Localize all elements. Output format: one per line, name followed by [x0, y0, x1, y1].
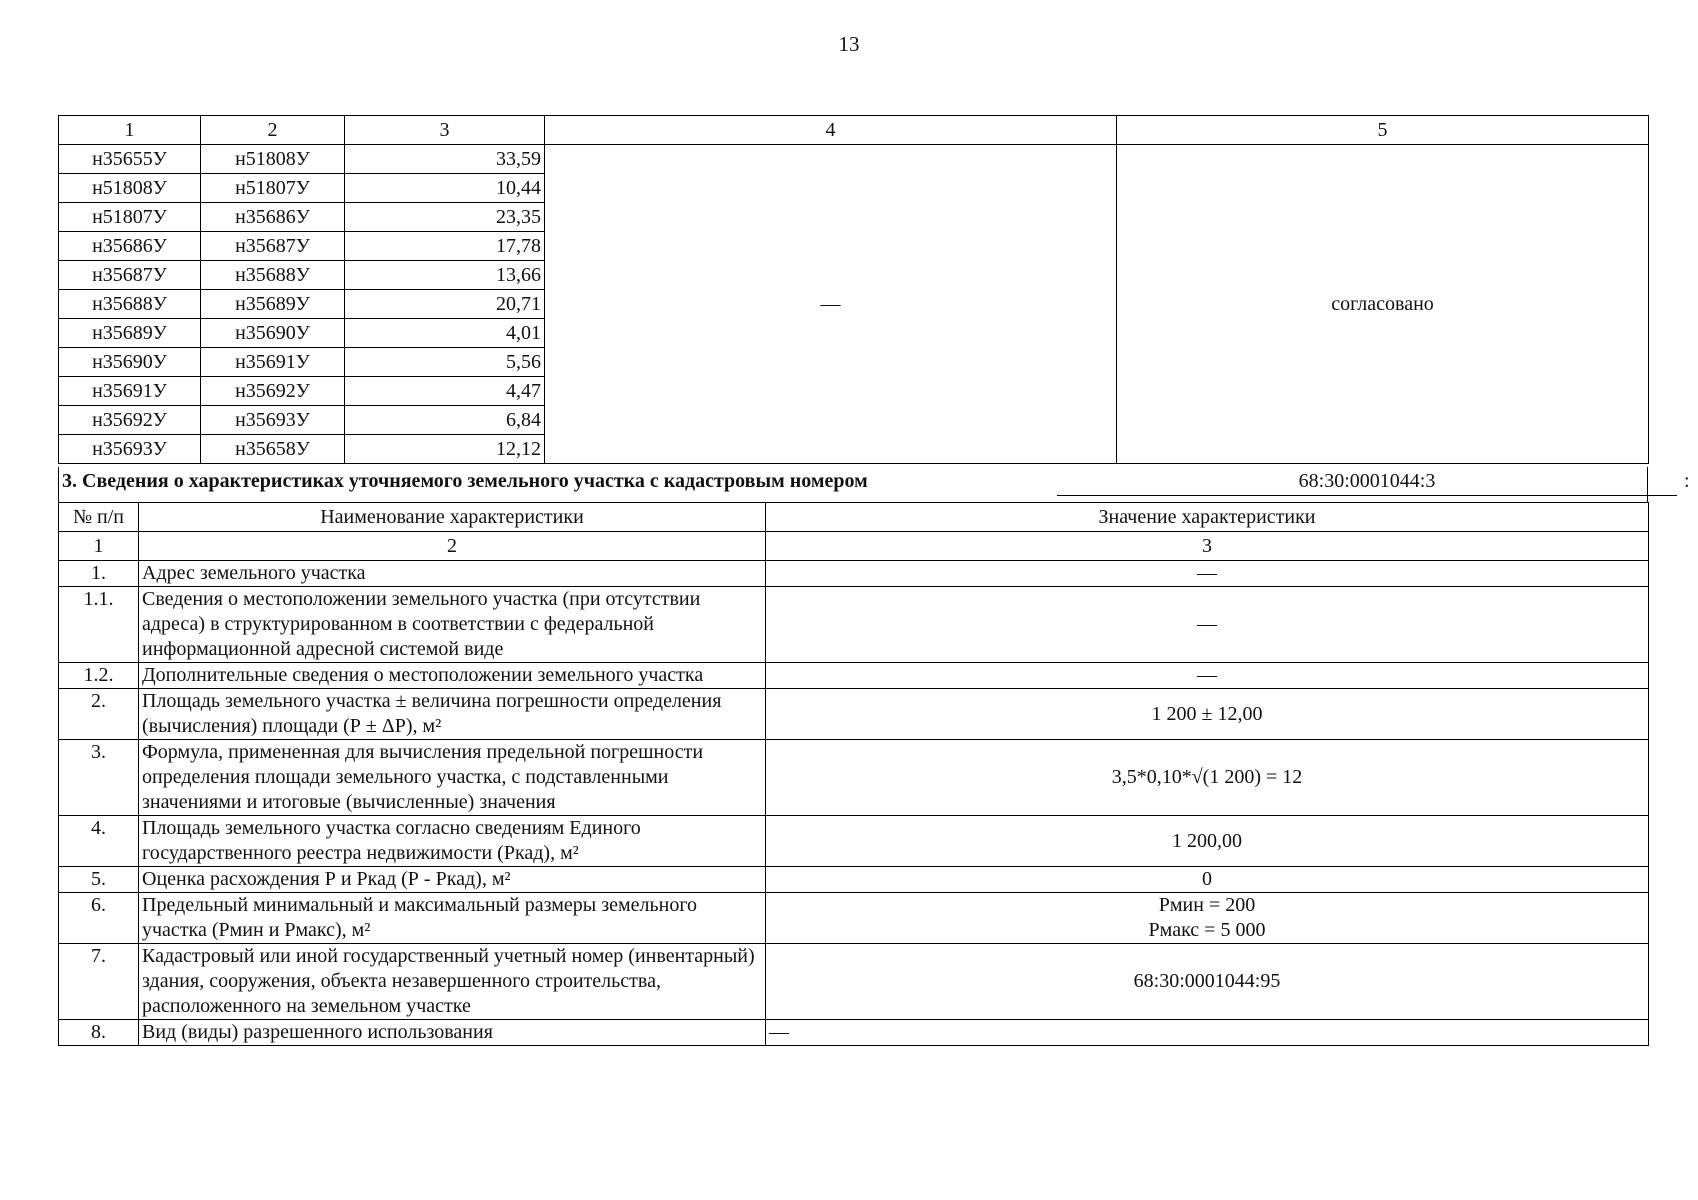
col-header-1: 1: [59, 116, 201, 145]
characteristic-row: [59, 816, 1649, 867]
col-header-4: 4: [545, 116, 1117, 145]
segment-row: [59, 145, 1649, 174]
header-number: № п/п: [59, 503, 139, 532]
row-number: 8.: [59, 1020, 139, 1046]
characteristic-value: —: [766, 663, 1649, 689]
characteristic-value: —: [766, 587, 1649, 663]
point-to: н35693У: [201, 406, 345, 435]
point-from: н35693У: [59, 435, 201, 464]
value-line-2: Рмакс = 5 000: [1148, 919, 1266, 941]
colon: :: [1684, 470, 1690, 492]
characteristic-value: [766, 893, 1649, 944]
char-colnum-row: [59, 532, 1649, 561]
header-value: Значение характеристики: [766, 503, 1649, 532]
point-from: н51807У: [59, 203, 201, 232]
point-from: н35688У: [59, 290, 201, 319]
section-title: 3. Сведения о характеристиках уточняемого земельного участка с кадастровым номером: [62, 470, 868, 492]
point-to: н35692У: [201, 377, 345, 406]
point-to: н35690У: [201, 319, 345, 348]
segment-length: 17,78: [345, 232, 545, 261]
characteristic-value: —: [766, 1020, 1649, 1046]
characteristic-row: [59, 689, 1649, 740]
segment-length: 20,71: [345, 290, 545, 319]
segments-header-row: [59, 116, 1649, 145]
characteristic-row: [59, 561, 1649, 587]
characteristic-name: Сведения о местоположении земельного участка (при отсутствии адреса) в структурированном в соответствии с федеральной информационной адресной системой виде: [139, 587, 766, 663]
row-number: 1.: [59, 561, 139, 587]
row-number: 5.: [59, 867, 139, 893]
characteristic-value: 0: [766, 867, 1649, 893]
segment-length: 13,66: [345, 261, 545, 290]
segment-length: 10,44: [345, 174, 545, 203]
point-to: н35687У: [201, 232, 345, 261]
characteristic-name: Дополнительные сведения о местоположении земельного участка: [139, 663, 766, 689]
col-header-3: 3: [345, 116, 545, 145]
point-to: н35686У: [201, 203, 345, 232]
characteristic-name: Предельный минимальный и максимальный размеры земельного участка (Рмин и Рмакс), м²: [139, 893, 766, 944]
segment-length: 5,56: [345, 348, 545, 377]
segment-length: 23,35: [345, 203, 545, 232]
characteristics-table: [58, 502, 1649, 1046]
characteristic-name: Оценка расхождения Р и Ркад (Р - Ркад), м²: [139, 867, 766, 893]
row-number: 3.: [59, 740, 139, 816]
point-to: н35658У: [201, 435, 345, 464]
point-from: н35691У: [59, 377, 201, 406]
value-line-1: Рмин = 200: [1158, 894, 1256, 916]
row-number: 6.: [59, 893, 139, 944]
characteristic-value: 68:30:0001044:95: [766, 944, 1649, 1020]
point-to: н51807У: [201, 174, 345, 203]
col-header-2: 2: [201, 116, 345, 145]
point-to: н51808У: [201, 145, 345, 174]
row-number: 4.: [59, 816, 139, 867]
segments-table: [58, 115, 1649, 464]
row-number: 1.2.: [59, 663, 139, 689]
segment-length: 33,59: [345, 145, 545, 174]
colnum-3: 3: [766, 532, 1649, 561]
header-name: Наименование характеристики: [139, 503, 766, 532]
point-to: н35691У: [201, 348, 345, 377]
characteristic-name: Площадь земельного участка согласно сведениям Единого государственного реестра недвижимости (Ркад), м²: [139, 816, 766, 867]
characteristic-row: [59, 1020, 1649, 1046]
segment-length: 12,12: [345, 435, 545, 464]
characteristic-value: 3,5*0,10*√(1 200) = 12: [766, 740, 1649, 816]
characteristic-name: Кадастровый или иной государственный учетный номер (инвентарный) здания, сооружения, объекта незавершенного строительства, расположенного на земельном участке: [139, 944, 766, 1020]
point-from: н35690У: [59, 348, 201, 377]
characteristic-value: 1 200,00: [766, 816, 1649, 867]
col-header-5: 5: [1117, 116, 1649, 145]
point-from: н51808У: [59, 174, 201, 203]
characteristic-name: Формула, примененная для вычисления предельной погрешности определения площади земельного участка, с подставленными значениями и итоговые (вычисленные) значения: [139, 740, 766, 816]
point-from: н35687У: [59, 261, 201, 290]
row-number: 7.: [59, 944, 139, 1020]
characteristic-name: Вид (виды) разрешенного использования: [139, 1020, 766, 1046]
row-number: 1.1.: [59, 587, 139, 663]
section-3-heading: [58, 467, 1690, 503]
characteristic-name: Площадь земельного участка ± величина погрешности определения (вычисления) площади (Р ± ΔР), м²: [139, 689, 766, 740]
char-header-row: [59, 503, 1649, 532]
point-to: н35688У: [201, 261, 345, 290]
characteristic-row: [59, 893, 1649, 944]
page-number: 13: [838, 32, 860, 56]
characteristic-value: —: [766, 561, 1649, 587]
characteristic-value: 1 200 ± 12,00: [766, 689, 1649, 740]
characteristic-name: Адрес земельного участка: [139, 561, 766, 587]
col4-value: —: [545, 145, 1117, 464]
segment-length: 4,47: [345, 377, 545, 406]
point-from: н35689У: [59, 319, 201, 348]
cadastral-number: 68:30:0001044:3: [1057, 470, 1677, 496]
characteristic-row: [59, 587, 1649, 663]
point-from: н35655У: [59, 145, 201, 174]
approval-status: согласовано: [1117, 145, 1649, 464]
point-to: н35689У: [201, 290, 345, 319]
segment-length: 4,01: [345, 319, 545, 348]
characteristic-row: [59, 740, 1649, 816]
point-from: н35686У: [59, 232, 201, 261]
characteristic-row: [59, 663, 1649, 689]
characteristic-row: [59, 867, 1649, 893]
characteristic-row: [59, 944, 1649, 1020]
row-number: 2.: [59, 689, 139, 740]
colnum-2: 2: [139, 532, 766, 561]
segment-length: 6,84: [345, 406, 545, 435]
colnum-1: 1: [59, 532, 139, 561]
point-from: н35692У: [59, 406, 201, 435]
